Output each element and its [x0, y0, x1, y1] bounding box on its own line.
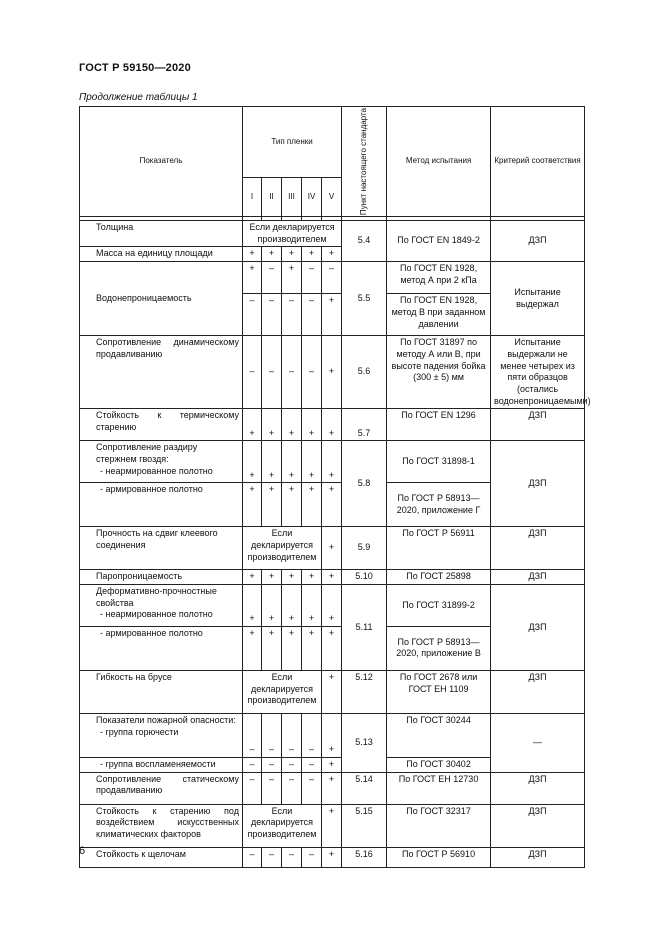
header-clause-text: Пункт настоящего стандарта — [359, 108, 369, 216]
row-puncture-mark-1: – — [243, 336, 262, 409]
table-row — [80, 584, 585, 626]
row-climate-declared-mid: декларируется — [251, 817, 313, 828]
row-thickness-declared: Если декларируется производителем — [243, 221, 342, 247]
row-static-mark-2: – — [262, 772, 282, 804]
requirements-table — [79, 106, 591, 868]
table-row — [80, 221, 585, 247]
row-thermal-mark-2: + — [262, 409, 282, 441]
row-alkali-mark-5: + — [322, 847, 342, 867]
row-nail-sub-b-cell — [80, 483, 243, 527]
row-vapor-mark-1: + — [243, 570, 262, 585]
row-alkali-mark-4: – — [302, 847, 322, 867]
row-fire-name-cell — [80, 713, 243, 757]
row-static-mark-1: – — [243, 772, 262, 804]
row-thickness-method: По ГОСТ EN 1849-2 — [387, 221, 491, 262]
row-deform-method-b: По ГОСТ Р 58913—2020, приложение В — [387, 626, 491, 670]
row-alkali-mark-3: – — [282, 847, 302, 867]
row-fire-sub-b: - группа воспламеняемости — [100, 758, 216, 769]
row-alkali-mark-1: – — [243, 847, 262, 867]
table-caption: Продолжение таблицы 1 — [79, 92, 198, 103]
row-alkali-clause: 5.16 — [342, 847, 387, 867]
row-nail-b-mark-4: + — [302, 483, 322, 527]
standard-title: ГОСТ Р 59150—2020 — [79, 62, 191, 74]
header-type-iv: IV — [302, 177, 322, 216]
row-water-a-mark-2: – — [262, 262, 282, 294]
header-film-type: Тип пленки — [243, 107, 342, 178]
row-deform-a-mark-2: + — [262, 584, 282, 626]
row-deform-name: Деформативно-прочностные свойства — [96, 585, 217, 608]
row-vapor-mark-5: + — [322, 570, 342, 585]
row-deform-sub-b: - армированное полотно — [100, 627, 203, 638]
row-fire-b-mark-5: + — [322, 757, 342, 772]
row-nail-a-mark-2: + — [262, 441, 282, 483]
row-water-b-mark-5: + — [322, 294, 342, 336]
table-row — [80, 336, 585, 409]
row-flex-declared-cell — [243, 670, 322, 713]
table-row — [80, 441, 585, 483]
table-header — [80, 107, 585, 221]
row-fire-a-mark-3: – — [282, 713, 302, 757]
row-nail-sub-b: - армированное полотно — [100, 484, 203, 495]
row-mass-mark-5: + — [322, 247, 342, 262]
header-type-v: V — [322, 177, 342, 216]
table-row — [80, 847, 585, 867]
row-water-a-mark-3: + — [282, 262, 302, 294]
row-flex-declared-mid: декларируется — [251, 683, 313, 694]
row-climate-method: По ГОСТ 32317 — [387, 804, 491, 847]
row-climate-clause: 5.15 — [342, 804, 387, 847]
row-mass-mark-2: + — [262, 247, 282, 262]
row-vapor-mark-4: + — [302, 570, 322, 585]
row-thermal-name: Стойкость к термическому старению — [80, 409, 243, 441]
row-climate-name: Стойкость к старению под воздействием искусственных климатических факторов — [80, 804, 243, 847]
row-fire-method-b: По ГОСТ 30402 — [387, 757, 491, 772]
row-climate-criterion: ДЗП — [491, 804, 585, 847]
row-nail-name: Сопротивление раздиру стержнем гвоздя: — [96, 442, 198, 464]
row-nail-clause: 5.8 — [342, 441, 387, 527]
row-water-b-mark-2: – — [262, 294, 282, 336]
row-nail-sub-a: - неармированное полотно — [100, 465, 213, 476]
row-vapor-criterion: ДЗП — [491, 570, 585, 585]
row-alkali-mark-2: – — [262, 847, 282, 867]
row-flex-mark-v: + — [322, 670, 342, 713]
row-deform-a-mark-1: + — [243, 584, 262, 626]
row-nail-name-cell — [80, 441, 243, 483]
row-deform-b-mark-1: + — [243, 626, 262, 670]
row-mass-mark-1: + — [243, 247, 262, 262]
table-row — [80, 409, 585, 441]
row-deform-clause: 5.11 — [342, 584, 387, 670]
row-shear-name: Прочность на сдвиг клеевого соединения — [80, 527, 243, 570]
row-climate-declared-by: производителем — [247, 829, 317, 840]
header-type-i: I — [243, 177, 262, 216]
row-fire-b-mark-4: – — [302, 757, 322, 772]
row-fire-b-mark-2: – — [262, 757, 282, 772]
table-row — [80, 262, 585, 294]
header-clause — [342, 107, 387, 217]
row-water-criterion: Испытание выдержал — [491, 262, 585, 336]
row-deform-a-mark-3: + — [282, 584, 302, 626]
row-climate-mark-v: + — [322, 804, 342, 847]
header-method: Метод испытания — [387, 107, 491, 217]
row-nail-b-mark-3: + — [282, 483, 302, 527]
row-thickness-clause: 5.4 — [342, 221, 387, 262]
row-water-clause: 5.5 — [342, 262, 387, 336]
row-thermal-mark-5: + — [322, 409, 342, 441]
row-fire-b-mark-3: – — [282, 757, 302, 772]
row-vapor-mark-3: + — [282, 570, 302, 585]
header-indicator: Показатель — [80, 107, 243, 217]
row-nail-b-mark-2: + — [262, 483, 282, 527]
row-fire-a-mark-2: – — [262, 713, 282, 757]
row-water-name: Водонепроницаемость — [80, 262, 243, 336]
table-row — [80, 772, 585, 804]
row-water-b-mark-4: – — [302, 294, 322, 336]
page-number: 6 — [79, 845, 86, 857]
row-flex-method: По ГОСТ 2678 или ГОСТ ЕН 1109 — [387, 670, 491, 713]
row-deform-b-mark-2: + — [262, 626, 282, 670]
row-deform-b-mark-5: + — [322, 626, 342, 670]
row-nail-criterion: ДЗП — [491, 441, 585, 527]
row-flex-criterion: ДЗП — [491, 670, 585, 713]
row-thermal-mark-3: + — [282, 409, 302, 441]
row-climate-declared-if: Если — [271, 805, 293, 816]
row-nail-b-mark-5: + — [322, 483, 342, 527]
row-vapor-name: Паропроницаемость — [80, 570, 243, 585]
row-water-b-mark-3: – — [282, 294, 302, 336]
row-nail-a-mark-3: + — [282, 441, 302, 483]
row-nail-method-b: По ГОСТ Р 58913—2020, приложение Г — [387, 483, 491, 527]
header-type-ii: II — [262, 177, 282, 216]
row-water-method-b: По ГОСТ EN 1928, метод В при заданном давлении — [387, 294, 491, 336]
row-deform-a-mark-4: + — [302, 584, 322, 626]
row-alkali-criterion: ДЗП — [491, 847, 585, 867]
row-fire-a-mark-4: – — [302, 713, 322, 757]
row-deform-sub-b-cell — [80, 626, 243, 670]
row-climate-declared-cell — [243, 804, 322, 847]
row-thermal-mark-4: + — [302, 409, 322, 441]
row-mass-mark-4: + — [302, 247, 322, 262]
row-flex-clause: 5.12 — [342, 670, 387, 713]
row-fire-clause: 5.13 — [342, 713, 387, 772]
row-thermal-method: По ГОСТ EN 1296 — [387, 409, 491, 441]
row-vapor-mark-2: + — [262, 570, 282, 585]
row-shear-declared-mid: декларируется — [251, 539, 313, 550]
header-type-iii: III — [282, 177, 302, 216]
row-puncture-mark-4: – — [302, 336, 322, 409]
row-nail-method-a: По ГОСТ 31898-1 — [387, 441, 491, 483]
row-puncture-clause: 5.6 — [342, 336, 387, 409]
row-fire-b-mark-1: – — [243, 757, 262, 772]
row-static-mark-3: – — [282, 772, 302, 804]
row-fire-criterion: — — [491, 713, 585, 772]
row-static-criterion: ДЗП — [491, 772, 585, 804]
table-row — [80, 804, 585, 847]
header-criterion: Критерий соответствия — [491, 107, 585, 217]
row-deform-sub-a: - неармированное полотно — [100, 609, 213, 620]
row-mass-name: Масса на единицу площади — [80, 247, 243, 262]
table-row — [80, 570, 585, 585]
row-flex-name: Гибкость на брусе — [80, 670, 243, 713]
table-row — [80, 670, 585, 713]
row-fire-a-mark-1: – — [243, 713, 262, 757]
row-water-a-mark-5: – — [322, 262, 342, 294]
row-static-clause: 5.14 — [342, 772, 387, 804]
row-deform-b-mark-4: + — [302, 626, 322, 670]
row-thermal-mark-1: + — [243, 409, 262, 441]
row-thickness-name: Толщина — [80, 221, 243, 247]
row-puncture-criterion: Испытание выдержали не менее четырех из пяти образцов (остались водонепроницаемыми) — [491, 336, 585, 409]
row-alkali-method: По ГОСТ Р 56910 — [387, 847, 491, 867]
row-fire-method-a: По ГОСТ 30244 — [387, 713, 491, 757]
row-vapor-method: По ГОСТ 25898 — [387, 570, 491, 585]
row-fire-sub-b-cell — [80, 757, 243, 772]
row-puncture-mark-5: + — [322, 336, 342, 409]
row-flex-declared-by: производителем — [247, 695, 317, 706]
row-fire-sub-a: - группа горючести — [100, 726, 179, 737]
row-thermal-criterion: ДЗП — [491, 409, 585, 441]
row-static-mark-4: – — [302, 772, 322, 804]
row-thickness-criterion: ДЗП — [491, 221, 585, 262]
row-static-mark-5: + — [322, 772, 342, 804]
row-static-method: По ГОСТ ЕН 12730 — [387, 772, 491, 804]
row-deform-a-mark-5: + — [322, 584, 342, 626]
row-flex-declared-if: Если — [271, 671, 293, 682]
row-shear-declared-cell — [243, 527, 322, 570]
row-shear-declared-if: Если — [271, 528, 293, 539]
row-thermal-clause: 5.7 — [342, 409, 387, 441]
row-deform-method-a: По ГОСТ 31899-2 — [387, 584, 491, 626]
row-nail-a-mark-1: + — [243, 441, 262, 483]
row-puncture-name: Сопротивление динамическому продавливанию — [80, 336, 243, 409]
row-alkali-name: Стойкость к щелочам — [80, 847, 243, 867]
row-mass-mark-3: + — [282, 247, 302, 262]
row-vapor-clause: 5.10 — [342, 570, 387, 585]
row-shear-criterion: ДЗП — [491, 527, 585, 570]
table-row — [80, 713, 585, 757]
row-shear-clause: 5.9 — [342, 527, 387, 570]
row-water-method-a: По ГОСТ EN 1928, метод А при 2 кПа — [387, 262, 491, 294]
row-deform-name-cell — [80, 584, 243, 626]
row-fire-name: Показатели пожарной опасности: — [96, 714, 236, 725]
row-shear-mark-v: + — [322, 527, 342, 570]
row-puncture-method: По ГОСТ 31897 по методу А или В, при высоте падения бойка (300 ± 5) мм — [387, 336, 491, 409]
table-row — [80, 527, 585, 570]
row-puncture-mark-2: – — [262, 336, 282, 409]
row-shear-method: По ГОСТ Р 56911 — [387, 527, 491, 570]
row-deform-b-mark-3: + — [282, 626, 302, 670]
row-water-a-mark-4: – — [302, 262, 322, 294]
row-deform-criterion: ДЗП — [491, 584, 585, 670]
row-fire-a-mark-5: + — [322, 713, 342, 757]
row-shear-declared-by: производителем — [247, 551, 317, 562]
row-nail-a-mark-4: + — [302, 441, 322, 483]
row-nail-b-mark-1: + — [243, 483, 262, 527]
row-nail-a-mark-5: + — [322, 441, 342, 483]
row-static-name: Сопротивление статическому продавливанию — [80, 772, 243, 804]
row-water-a-mark-1: + — [243, 262, 262, 294]
row-water-b-mark-1: – — [243, 294, 262, 336]
row-puncture-mark-3: – — [282, 336, 302, 409]
